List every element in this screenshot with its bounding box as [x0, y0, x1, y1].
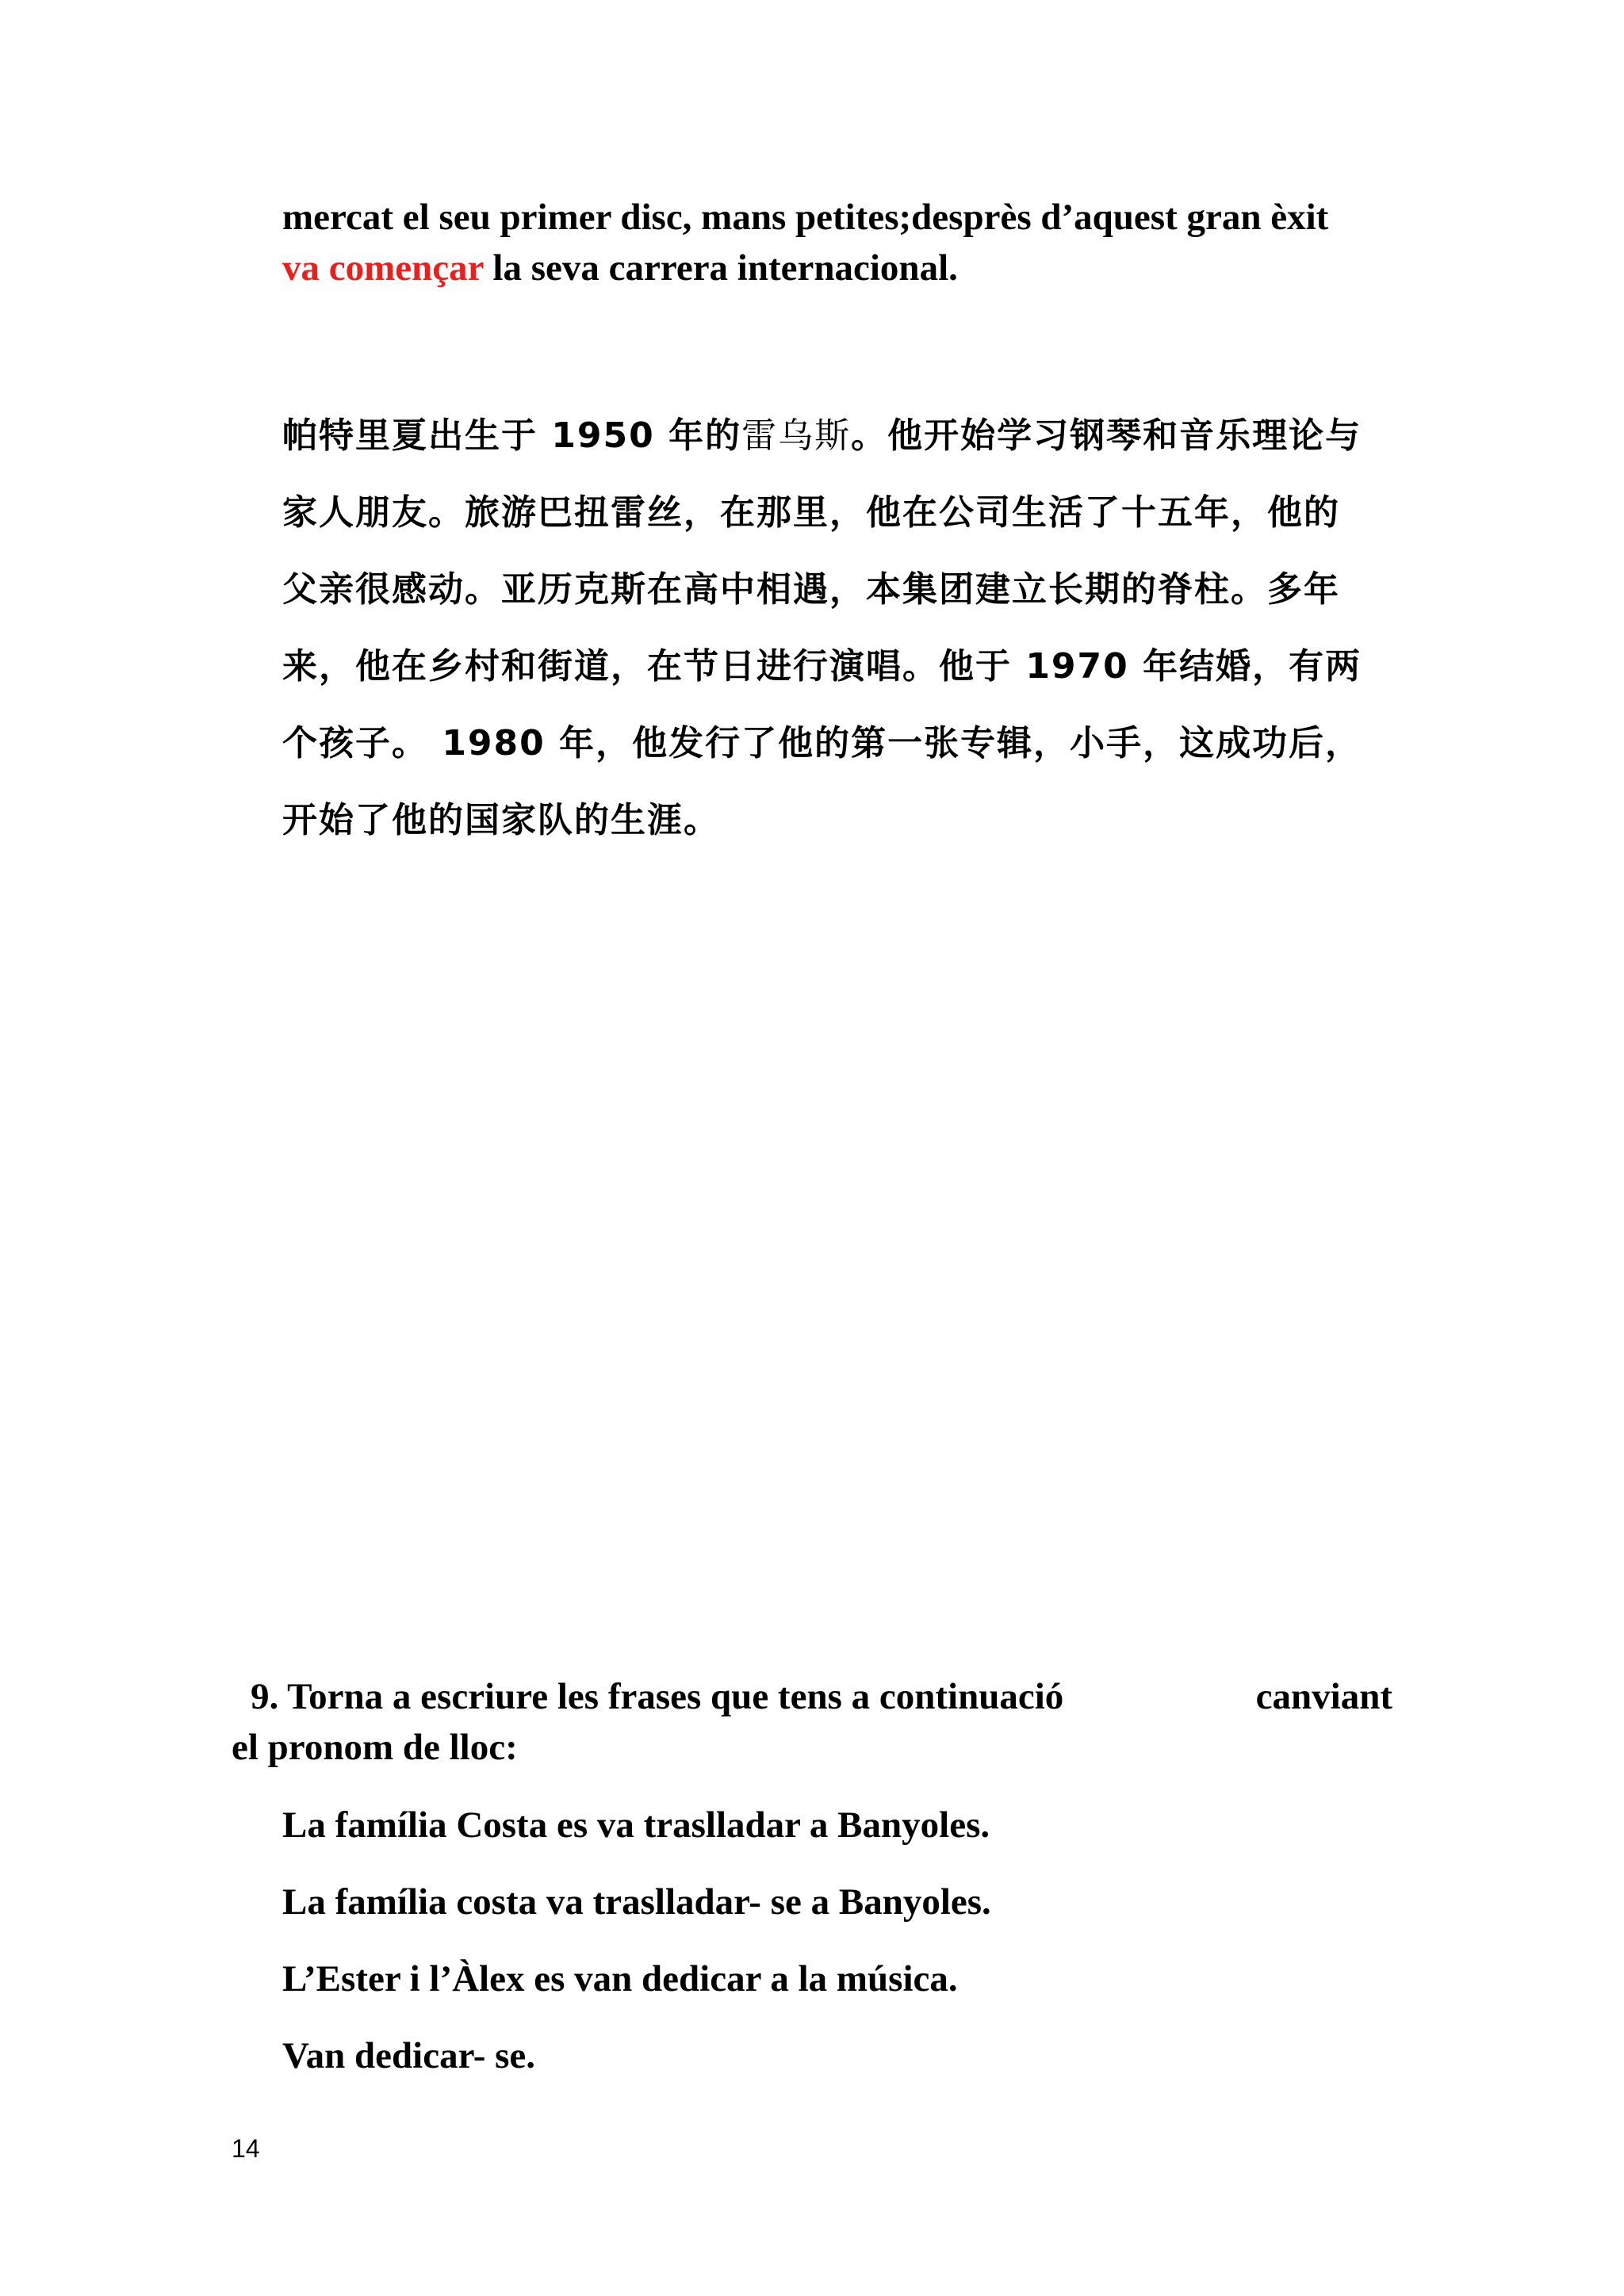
chinese-line-1 — [282, 412, 1362, 460]
catalan-line-2-rest: la seva carrera internacional. — [483, 247, 958, 289]
highlighted-verb: va començar — [282, 247, 484, 289]
exercise-title-right: canviant — [1255, 1676, 1392, 1717]
chinese-line-1-part-c: 。他开始学习钢琴和音乐理论与 — [851, 415, 1362, 456]
exercise-sentence-3: L’Ester i l’Àlex es van dedicar a la música. — [282, 1958, 958, 1999]
exercise-title-line-2: el pronom de lloc: — [232, 1727, 518, 1768]
page-number: 14 — [232, 2134, 260, 2163]
exercise-title — [251, 1671, 1392, 1722]
catalan-line-2 — [282, 243, 958, 293]
chinese-line-1-part-b: 雷乌斯 — [741, 415, 852, 456]
chinese-line-4: 来，他在乡村和街道，在节日进行演唱。他于 1970 年结婚，有两 — [282, 646, 1362, 687]
exercise-title-left: 9. Torna a escriure les frases que tens a continuació — [251, 1676, 1064, 1717]
exercise-sentence-4: Van dedicar- se. — [282, 2035, 535, 2076]
exercise-sentence-2: La família costa va traslladar- se a Banyoles. — [282, 1881, 991, 1923]
chinese-line-5: 个孩子。 1980 年，他发行了他的第一张专辑，小手，这成功后， — [282, 723, 1362, 763]
chinese-line-6: 开始了他的国家队的生涯。 — [282, 800, 720, 840]
chinese-line-1-part-a: 帕特里夏出生于 1950 年的 — [282, 415, 742, 456]
chinese-line-3: 父亲很感动。亚历克斯在高中相遇，本集团建立长期的脊柱。多年 — [282, 569, 1340, 610]
catalan-line-1: mercat el seu primer disc, mans petites;desprès d’aquest gran èxit — [282, 197, 1329, 238]
chinese-line-2: 家人朋友。旅游巴扭雷丝，在那里，他在公司生活了十五年，他的 — [282, 492, 1340, 533]
exercise-sentence-1: La família Costa es va traslladar a Banyoles. — [282, 1804, 990, 1846]
